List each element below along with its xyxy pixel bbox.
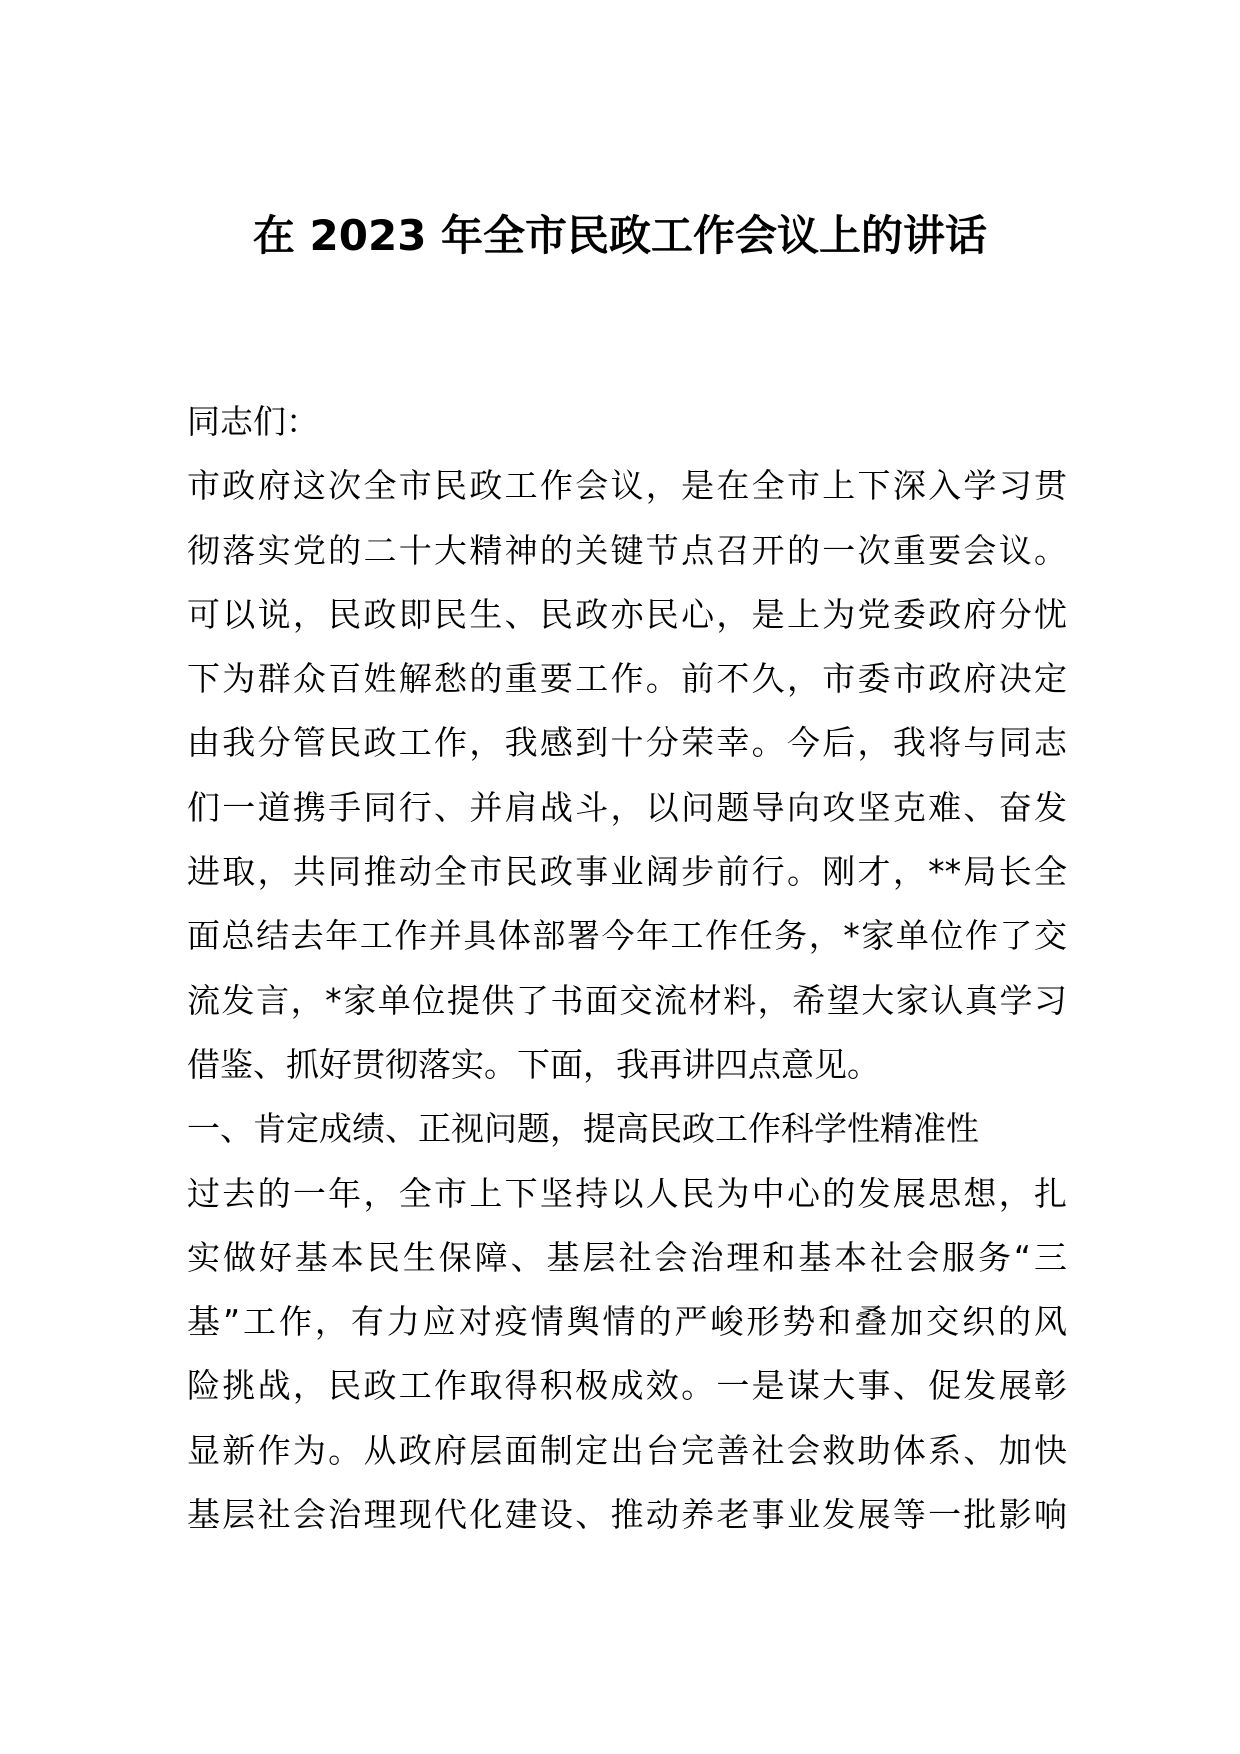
body-line: 下为群众百姓解愁的重要工作。前不久，市委市政府决定	[187, 659, 1067, 699]
body-line: 面总结去年工作并具体部署今年工作任务，*家单位作了交	[187, 916, 1067, 956]
body-line: 基层社会治理现代化建设、推动养老事业发展等一批影响	[187, 1495, 1067, 1535]
body-line: 市政府这次全市民政工作会议，是在全市上下深入学习贯	[187, 466, 1067, 506]
body-line: 们一道携手同行、并肩战斗，以问题导向攻坚克难、奋发	[187, 787, 1067, 827]
body-line: 彻落实党的二十大精神的关键节点召开的一次重要会议。	[187, 530, 1067, 570]
body-line: 进取，共同推动全市民政事业阔步前行。刚才，**局长全	[187, 852, 1067, 892]
body-line: 流发言，*家单位提供了书面交流材料，希望大家认真学习	[187, 980, 1067, 1020]
section-heading: 一、肯定成绩、正视问题，提高民政工作科学性精准性	[187, 1109, 979, 1149]
body-line: 可以说，民政即民生、民政亦民心，是上为党委政府分忧	[187, 594, 1067, 634]
body-line: 实做好基本民生保障、基层社会治理和基本社会服务“三	[187, 1237, 1067, 1277]
body-line: 基”工作，有力应对疫情舆情的严峻形势和叠加交织的风	[187, 1302, 1067, 1342]
salutation-line: 同志们：	[187, 402, 319, 441]
body-line: 显新作为。从政府层面制定出台完善社会救助体系、加快	[187, 1430, 1067, 1470]
body-line: 由我分管民政工作，我感到十分荣幸。今后，我将与同志	[187, 723, 1067, 763]
body-line: 借鉴、抓好贯彻落实。下面，我再讲四点意见。	[187, 1044, 880, 1084]
body-line: 险挑战，民政工作取得积极成效。一是谋大事、促发展彰	[187, 1366, 1067, 1406]
document-title: 在 2023 年全市民政工作会议上的讲话	[252, 211, 988, 260]
body-line: 过去的一年，全市上下坚持以人民为中心的发展思想，扎	[187, 1173, 1067, 1213]
speech-body	[187, 390, 1067, 1547]
